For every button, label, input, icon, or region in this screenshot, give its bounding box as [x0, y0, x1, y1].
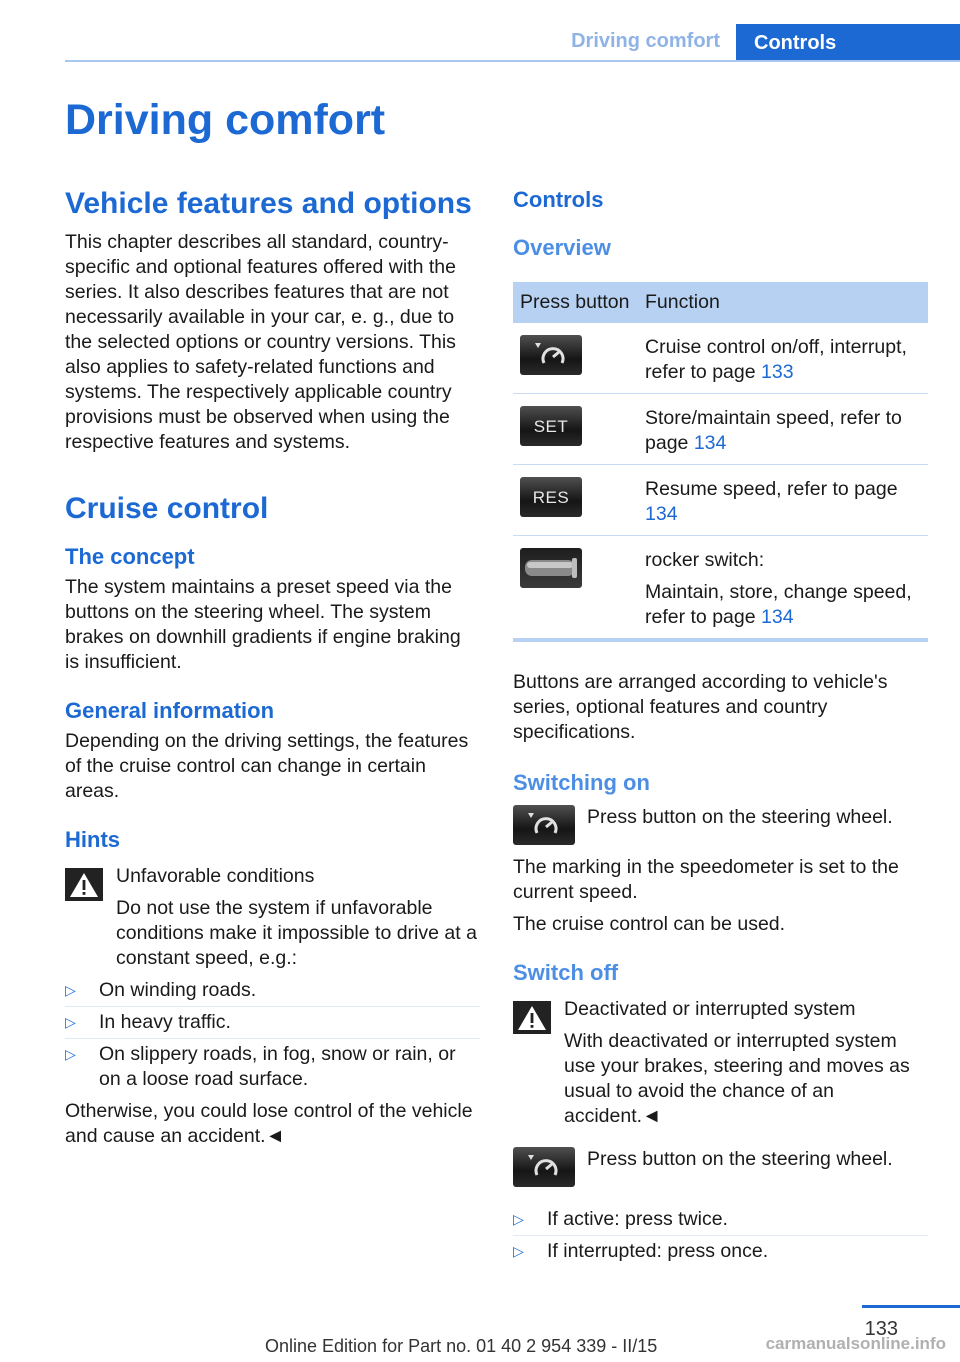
rocker-switch-icon	[520, 548, 582, 588]
vehicle-features-heading: Vehicle features and options	[65, 187, 472, 220]
list-item: ▷ On winding roads.	[65, 978, 480, 1003]
header-chapter-tab: Controls	[736, 24, 960, 62]
arrangement-text: Buttons are arranged according to vehicle's series, optional features and country specifications.	[513, 671, 888, 743]
left-column	[65, 186, 480, 1149]
warning-triangle-icon	[65, 868, 103, 901]
page-reference-link[interactable]: 134	[761, 606, 794, 628]
page-number: 133	[864, 1318, 898, 1340]
res-button: RES	[520, 477, 582, 517]
right-column	[513, 186, 928, 1264]
concept-heading: The concept	[65, 544, 195, 569]
triangle-bullet-icon: ▷	[65, 1046, 76, 1062]
column-header-function: Function	[638, 282, 928, 323]
overview-table	[513, 282, 928, 642]
switch-off-instruction	[513, 1147, 928, 1187]
triangle-bullet-icon: ▷	[65, 982, 76, 998]
hints-list	[65, 978, 480, 1092]
set-button: SET	[520, 406, 582, 446]
warning-text: Do not use the system if unfavorable conditions make it impossible to drive at a constant speed, e.g.:	[116, 897, 477, 969]
function-text: Resume speed, refer to page	[645, 478, 898, 500]
controls-heading: Controls	[513, 187, 604, 212]
function-text: Store/maintain speed, refer to page	[645, 407, 902, 454]
cruise-control-button-icon	[513, 1147, 575, 1187]
page-reference-link[interactable]: 134	[645, 503, 678, 525]
table-row	[513, 465, 928, 536]
watermark: carmanualsonline.info	[765, 1334, 946, 1353]
list-item: ▷ In heavy traffic.	[65, 1010, 480, 1035]
header-rule	[65, 60, 960, 62]
switching-on-heading: Switching on	[513, 770, 650, 795]
page-title: Driving comfort	[65, 96, 386, 144]
page-reference-link[interactable]: 134	[693, 432, 727, 454]
switch-off-list	[513, 1207, 928, 1264]
table-row	[513, 536, 928, 641]
warning-block	[513, 997, 928, 1129]
overview-heading: Overview	[513, 235, 611, 260]
table-row	[513, 394, 928, 465]
triangle-bullet-icon: ▷	[513, 1243, 524, 1259]
cruise-control-button-icon	[513, 805, 575, 845]
hints-heading: Hints	[65, 827, 120, 852]
footer-rule	[862, 1305, 960, 1308]
switch-on-instruction	[513, 805, 928, 845]
column-header-press-button: Press button	[513, 282, 638, 323]
can-be-used-text: The cruise control can be used.	[513, 913, 786, 935]
edition-text: Online Edition for Part no. 01 40 2 954 339 - II/15	[265, 1336, 658, 1356]
concept-text: The system maintains a preset speed via the buttons on the steering wheel. The system brakes on downhill gradients if engine braking is insufficient.	[65, 576, 461, 673]
function-text: Cruise control on/off, interrupt, refer to page	[645, 336, 907, 383]
triangle-bullet-icon: ▷	[65, 1014, 76, 1030]
vehicle-features-text: This chapter describes all standard, country-specific and optional features offered with the series. It also describes features that are not necessarily available in your car, e. g., due to the selected options or country versions. This also applies to safety-related functions and systems. The respectively applicable country provisions must be observed when using the respective features and systems.	[65, 231, 456, 453]
list-item: ▷ If active: press twice.	[513, 1207, 928, 1232]
general-information-text: Depending on the driving settings, the features of the cruise control can change in certain areas.	[65, 730, 469, 802]
header-section-title: Driving comfort	[571, 30, 720, 52]
switch-off-text: Press button on the steering wheel.	[587, 1148, 893, 1170]
table-header-row	[513, 282, 928, 323]
warning-block	[65, 864, 480, 971]
list-item: ▷ If interrupted: press once.	[513, 1240, 769, 1262]
closing-text: Otherwise, you could lose control of the vehicle and cause an accident.◄	[65, 1100, 473, 1147]
rocker-switch-label: rocker switch:	[645, 549, 765, 571]
table-row	[513, 323, 928, 394]
page-reference-link[interactable]: 133	[761, 361, 794, 383]
marking-text: The marking in the speedometer is set to the current speed.	[513, 856, 899, 903]
warning-title: Deactivated or interrupted system	[564, 998, 856, 1020]
general-information-heading: General information	[65, 698, 275, 723]
triangle-bullet-icon: ▷	[513, 1211, 524, 1227]
warning-title: Unfavorable conditions	[116, 865, 315, 887]
warning-triangle-icon	[513, 1001, 551, 1034]
cruise-control-icon	[520, 335, 582, 375]
cruise-control-heading: Cruise control	[65, 492, 269, 525]
function-text: Maintain, store, change speed, refer to page	[645, 581, 912, 628]
switch-on-text: Press button on the steering wheel.	[587, 806, 893, 828]
list-item: ▷ On slippery roads, in fog, snow or rain, or on a loose road surface.	[65, 1043, 456, 1090]
warning-text: With deactivated or interrupted system use your brakes, steering and moves as usual to avoid the chance of an accident.◄	[564, 1030, 910, 1127]
switch-off-heading: Switch off	[513, 960, 619, 985]
